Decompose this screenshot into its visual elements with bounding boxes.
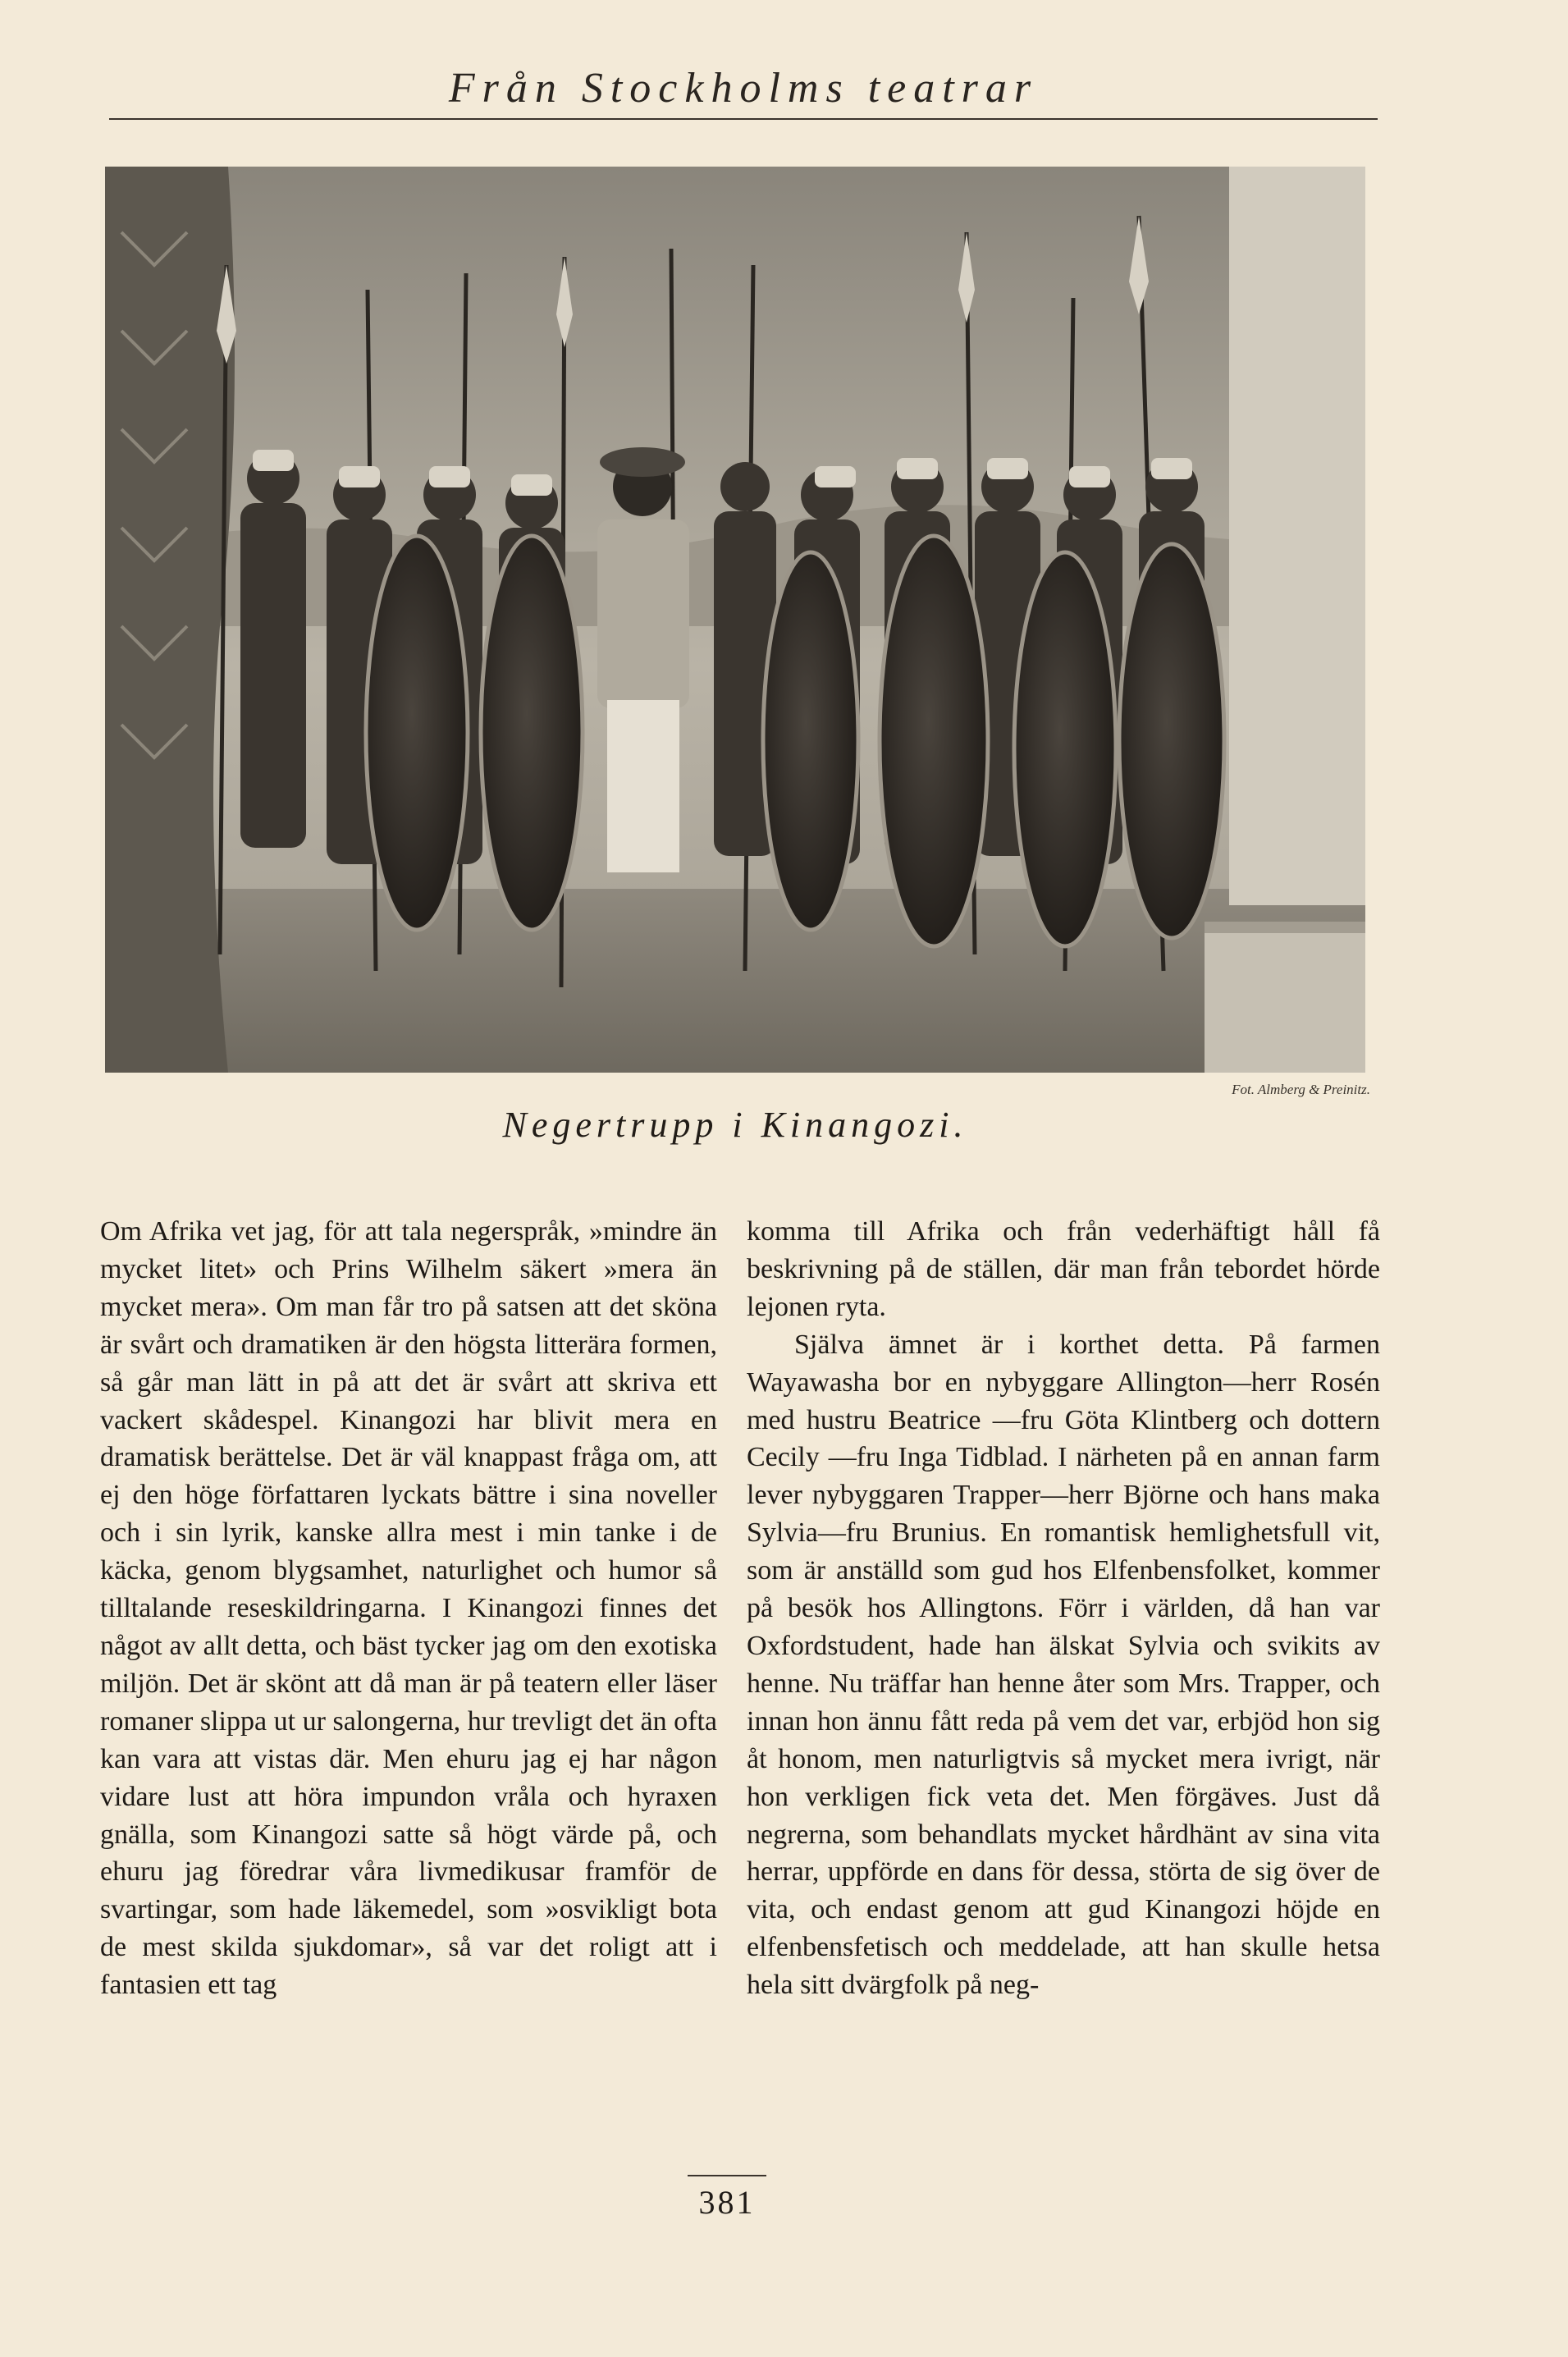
folio-rule [688, 2175, 766, 2176]
photo-illustration [105, 167, 1365, 1073]
paragraph: Själva ämnet är i korthet detta. På farmen Wayawasha bor en nybyggare Allington—herr Rosén med hustru Beatrice —fru Göta Klintberg och dottern Cecily —fru Inga Tidblad. I närheten på en annan farm lever nybyggaren Trapper—herr Björne och hans maka Sylvia—fru Brunius. En romantisk hemlighetsfull vit, som är anställd som gud hos Elfenbensfolket, kommer på besök hos Allingtons. Förr i världen, då han var Oxfordstudent, hade han älskat Sylvia och svikits av henne. Nu träffar han henne åter som Mrs. Trapper, och innan hon ännu fått reda på vem det var, erbjöd hon sig åt honom, men naturligtvis så mycket mera ivrigt, när hon verkligen fick veta det. Men förgäves. Just då negrerna, som behandlats mycket hårdhänt av sina vita herrar, uppförde en dans för dessa, störta de sig över de vita, och endast genom att gud Kinangozi höjde en elfenbensfetisch och meddelade, att han skulle hetsa hela sitt dvärgfolk på neg- [747, 1329, 1380, 2001]
troupe-photograph [105, 167, 1365, 1073]
article-column-left [100, 1213, 717, 2004]
photo-caption: Negertrupp i Kinangozi. [502, 1105, 968, 1145]
running-title: Från Stockholms teatrar [448, 65, 1039, 112]
paragraph: Om Afrika vet jag, för att tala negerspråk, »mindre än mycket litet» och Prins Wilhelm säkert »mera än mycket mera». Om man får tro på satsen att det sköna är svårt och dramatiken är den högsta litterära formen, så går man lätt in på att det är svårt att skriva ett vackert skådespel. Kinangozi har blivit mera en dramatisk berättelse. Det är väl knappast fråga om, att ej den höge författaren lyckats bättre i sina noveller och i sin lyrik, kanske allra mest i min tanke i de käcka, genom blygsamhet, naturlighet och humor så tilltalande reseskildringarna. I Kinangozi finnes det något av allt detta, och bäst tycker jag om den exotiska miljön. Det är skönt att då man är på teatern eller läser romaner slippa ut ur salongerna, hur trevligt det än ofta kan vara att vistas där. Men ehuru jag ej har någon vidare lust att höra impundon vråla och hyraxen gnälla, som Kinangozi satte så högt värde på, och ehuru jag föredrar våra livmedikusar framför de svartingar, som hade läkemedel, som »osvikligt bota de mest skilda sjukdomar», så var det roligt att i fantasien ett tag [100, 1216, 717, 2001]
header-rule [109, 118, 1378, 120]
paragraph: komma till Afrika och från vederhäftigt håll få beskrivning på de ställen, där man från tebordet hörde lejonen ryta. [747, 1216, 1380, 1322]
article-column-right [747, 1213, 1380, 2004]
page-number: 381 [698, 2184, 756, 2221]
photo-credit: Fot. Almberg & Preinitz. [1232, 1082, 1370, 1097]
